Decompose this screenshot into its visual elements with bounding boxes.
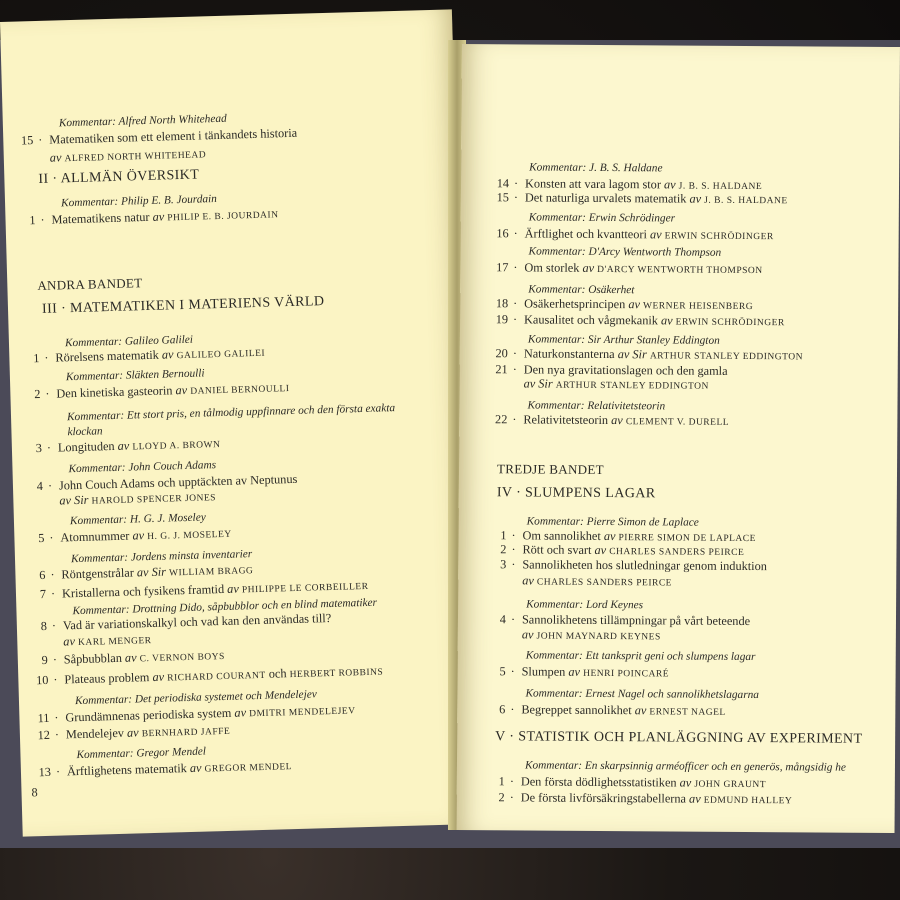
toc-entry [525,226,774,244]
entry-title: De första livförsäkringstabellerna [520,790,687,806]
toc-entry [524,296,753,314]
author-prefix: av [582,260,595,275]
entry-number: 17 [496,260,509,275]
entry-bullet: · [54,710,59,725]
author-name: ARTHUR STANLEY EDDINGTON [649,351,804,363]
author-name: PIERRE SIMON DE LAPLACE [618,533,756,545]
entry-title: Ärftlighetens matematik [66,761,187,779]
entry-bullet: · [45,386,50,401]
entry-bullet: · [513,176,519,191]
author-prefix: av [152,209,165,224]
author-name: ERWIN SCHRÖDINGER [675,317,785,329]
author-prefix: av [161,347,174,362]
author-name: GALILEO GALILEI [176,348,266,362]
author-name: PHILIP E. B. JOURDAIN [167,210,279,224]
commentary-line: klockan [67,425,103,439]
entry-number: 12 [37,727,51,743]
entry-title: Den kinetiska gasteorin [56,383,173,401]
entry-title: Atomnummer [60,528,130,545]
entry-number: 2 [500,542,507,557]
author-prefix: av [117,438,130,453]
author-prefix: av [152,669,165,684]
author-prefix: av [124,650,137,665]
toc-entry [525,190,788,208]
commentary-line: Kommentar: Drottning Dido, såpbubblor och en blind matematiker [72,596,378,618]
entry-title: Osäkerhetsprincipen [524,296,626,312]
right-page [457,44,900,833]
entry-bullet: · [509,790,514,805]
entry-bullet: · [513,312,518,327]
entry-bullet: · [40,212,45,227]
entry-bullet: · [513,190,519,205]
commentary-line: Kommentar: Ett tanksprit geni och slumpens lagar [525,649,756,664]
author-prefix: av [689,791,701,806]
commentary-line: Kommentar: Ernest Nagel och sannolikhetslagarna [525,687,759,702]
entry-title: Såpbubblan [63,650,123,667]
entry-title: Matematikens natur [51,209,150,227]
author-name: EDMUND HALLEY [703,795,793,807]
author-prefix: av [227,581,239,596]
entry-number: 7 [39,586,47,602]
entry-number: 13 [38,764,52,780]
author-prefix: av [660,313,673,328]
section-heading: III · MATEMATIKEN I MATERIENS VÄRLD [41,294,325,317]
entry-title: Vad är variationskalkyl och vad kan den användas till? [62,610,332,633]
entry-number: 1 [500,528,507,543]
toc-entry [64,664,383,689]
entry-title: Om sannolikhet [522,528,601,543]
entry-title: Naturkonstanterna [523,346,615,362]
author-name: HENRI POINCARÉ [583,668,670,680]
entry-title: Kristallerna och fysikens framtid [61,581,225,601]
commentary-line: Kommentar: Släkten Bernoulli [65,367,205,384]
entry-number: 2 [34,387,41,402]
commentary-line: Kommentar: Jordens minsta inventarier [70,548,253,566]
author-name: DANIEL BERNOULLI [190,384,290,397]
author-prefix: av [522,573,534,588]
entry-bullet: · [44,350,49,365]
toc-entry [522,612,750,628]
entry-number: 3 [35,440,43,456]
volume-heading: ANDRA BANDET [37,275,143,294]
commentary-line: Kommentar: Osäkerhet [528,283,635,297]
toc-entry [524,346,803,364]
entry-bullet: · [55,764,61,779]
page-number: 8 [31,785,38,800]
entry-title: Ärftlighet och kvantteori [524,226,647,242]
author-line [63,632,152,650]
author-line [524,376,709,393]
entry-number: 1 [29,213,36,228]
toc-entry [66,723,231,744]
author-name: JOHN MAYNARD KEYNES [536,631,661,643]
section-heading: IV · SLUMPENS LAGAR [496,485,656,502]
author-prefix: av [689,191,702,206]
entry-title: Mendelejev [65,725,125,742]
author-prefix: av Sir [136,564,167,580]
author-name: RICHARD COURANT [167,670,266,684]
entry-bullet: · [51,618,57,633]
author-name: ARTHUR STANLEY EDDINGTON [555,380,709,392]
entry-title: Plateaus problem [64,670,150,687]
author-name: CHARLES SANDERS PEIRCE [536,577,673,589]
toc-entry [521,702,725,719]
entry-number: 1 [498,774,505,789]
commentary-line: Kommentar: J. B. S. Haldane [529,161,663,175]
toc-entry [521,774,766,792]
toc-entry [522,664,670,681]
author-prefix: av [189,760,202,775]
entry-bullet: · [512,346,517,361]
entry-bullet: · [46,440,52,455]
author-prefix: av [628,297,641,312]
entry-number: 11 [37,710,50,726]
entry-title: Longituden [57,438,115,455]
entry-title: Den första dödlighetsstatistiken [520,774,677,790]
commentary-line: Kommentar: Sir Arthur Stanley Eddington [527,333,720,347]
author-name: D'ARCY WENTWORTH THOMPSON [597,264,763,277]
entry-title: Sannolikheten hos slutledningar genom induktion [522,557,767,574]
commentary-line: Kommentar: H. G. J. Moseley [69,511,206,528]
entry-bullet: · [47,478,53,493]
author-prefix: av [234,705,247,720]
toc-entry [523,412,729,429]
entry-title: Matematiken som ett element i tänkandets historia [49,125,298,147]
entry-bullet: · [49,530,54,545]
entry-number: 16 [496,226,509,241]
author-name: H. G. J. MOSELEY [147,529,232,543]
author-name: ERWIN SCHRÖDINGER [664,231,774,243]
commentary-line: Kommentar: Det periodiska systemet och Mendelejev [74,688,317,708]
entry-number: 8 [40,618,48,634]
author-name: JOHN GRAUNT [694,779,767,791]
entry-number: 14 [496,176,510,191]
author-prefix: av [126,725,139,740]
commentary-line: Kommentar: Alfred North Whitehead [58,112,227,130]
entry-bullet: · [511,557,516,572]
author-prefix: av [175,382,188,398]
entry-bullet: · [54,727,60,742]
entry-title: Konsten att vara lagom stor [524,176,661,192]
author-prefix: av [603,529,616,544]
commentary-line: Kommentar: Relativitetsteorin [527,399,666,413]
author-prefix: av [132,528,145,543]
entry-title: Slumpen [521,664,566,679]
entry-number: 9 [41,652,49,668]
author-prefix: av Sir [523,376,553,391]
author-line [59,489,216,509]
author-name: CLEMENT V. DURELL [625,417,730,428]
entry-number: 15 [496,190,509,205]
author-name: ERNEST NAGEL [649,707,726,718]
toc-entry [64,648,225,668]
author-name: WILLIAM BRAGG [168,566,254,579]
left-page [0,9,475,836]
commentary-line: Kommentar: D'Arcy Wentworth Thompson [528,245,722,259]
author-prefix: av [611,413,623,428]
entry-number: 6 [39,567,46,583]
entry-bullet: · [512,362,517,377]
author-name: J. B. S. HALDANE [704,195,788,207]
entry-title: Grundämnenas periodiska system [65,705,232,725]
entry-title: Om storlek [524,260,580,275]
entry-bullet: · [511,542,516,557]
entry-bullet: · [50,586,56,601]
author-prefix: av [679,775,692,790]
entry-number: 21 [495,362,508,377]
author-name: PHILIPPE LE CORBEILLER [241,581,369,596]
commentary-line: Kommentar: Galileo Galilei [64,333,194,350]
entry-number: 19 [495,312,509,327]
author-name: CHARLES SANDERS PEIRCE [609,547,745,558]
commentary-line: Kommentar: Lord Keynes [526,598,644,612]
author-name: DMITRI MENDELEJEV [249,706,356,720]
entry-number: 5 [38,530,45,546]
entry-number: 1 [33,351,40,366]
section-heading: II · ALLMÄN ÖVERSIKT [38,167,200,187]
entry-title: Begreppet sannolikhet [521,702,632,718]
commentary-line: Kommentar: En skarpsinnig arméofficer och en generös, mångsidig he [524,759,846,774]
author-prefix: av [521,627,534,642]
author-name: C. VERNON BOYS [139,651,226,665]
commentary-line: Kommentar: Ett stort pris, en tålmodig uppfinnare och den första exakta [66,402,396,424]
entry-bullet: · [52,652,58,667]
author-name: HAROLD SPENCER JONES [91,493,217,507]
toc-entry [524,362,728,377]
entry-number: 15 [20,133,34,148]
entry-title: John Couch Adams och upptäckten av Neptunus [58,471,298,493]
entry-title: Det naturliga urvalets matematik [524,190,687,206]
toc-entry [58,436,221,457]
entry-title: Kausalitet och vågmekanik [524,312,658,328]
entry-title: Relativitetsteorin [523,412,609,428]
commentary-line: Kommentar: Gregor Mendel [76,745,207,762]
commentary-line: Kommentar: Pierre Simon de Laplace [526,515,699,529]
entry-title: Rött och svart [522,542,592,557]
author-name: WERNER HEISENBERG [642,301,754,313]
entry-bullet: · [513,260,518,275]
author-prefix: av [663,177,676,192]
toc-entry [524,260,762,278]
toc-entry [524,312,785,330]
entry-number: 3 [500,557,507,572]
entry-title: Den nya gravitationslagen och den gamla [523,362,728,378]
entry-bullet: · [510,702,515,717]
entry-number: 2 [498,790,505,805]
author-name: J. B. S. HALDANE [678,181,763,193]
author-prefix: av [649,227,662,242]
entry-bullet: · [512,412,517,427]
author-name: BERNHARD JAFFE [141,726,231,740]
section-heading: V · STATISTIK OCH PLANLÄGGNING AV EXPERIMENT [495,729,863,747]
entry-number: 22 [495,412,508,427]
entry-title: Sannolikhetens tillämpningar på vårt beteende [521,612,751,629]
entry-bullet: · [513,296,518,311]
entry-number: 4 [499,612,507,627]
conjunction: och [268,666,287,681]
author-line [522,627,661,644]
entry-number: 10 [35,672,49,688]
entry-title: Rörelsens matematik [55,347,160,365]
author-line [522,573,672,590]
commentary-line: Kommentar: Philip E. B. Jourdain [60,193,218,210]
author-name: KARL MENGER [77,636,152,649]
entry-bullet: · [509,774,515,789]
entry-bullet: · [511,528,516,543]
author-prefix: av [634,703,647,718]
toc-entry [522,557,767,573]
entry-bullet: · [53,672,58,687]
entry-bullet: · [510,612,516,627]
entry-number: 6 [499,702,506,717]
entry-bullet: · [50,567,55,582]
volume-heading: TREDJE BANDET [496,461,604,478]
author-name: ALFRED NORTH WHITEHEAD [64,150,207,165]
commentary-line: Kommentar: Erwin Schrödinger [528,211,676,225]
author-prefix: av [63,634,76,649]
entry-number: 5 [499,664,506,679]
toc-entry [521,790,793,808]
author-prefix: av [568,664,581,679]
author-name: HERBERT ROBBINS [289,667,384,681]
entry-number: 20 [495,346,508,361]
author-prefix: av [594,542,607,558]
author-line [50,146,207,166]
entry-bullet: · [38,132,43,147]
entry-bullet: · [510,664,515,679]
entry-bullet: · [513,226,518,241]
entry-number: 18 [495,296,509,311]
author-name: LLOYD A. BROWN [132,440,221,453]
toc-entry [60,526,232,547]
commentary-line: Kommentar: John Couch Adams [68,459,217,476]
author-name: GREGOR MENDEL [204,762,293,775]
author-prefix: av Sir [59,492,89,508]
entry-title: Röntgenstrålar [61,565,135,582]
author-prefix: av Sir [617,347,647,362]
entry-number: 4 [36,478,44,494]
author-prefix: av [49,150,62,165]
